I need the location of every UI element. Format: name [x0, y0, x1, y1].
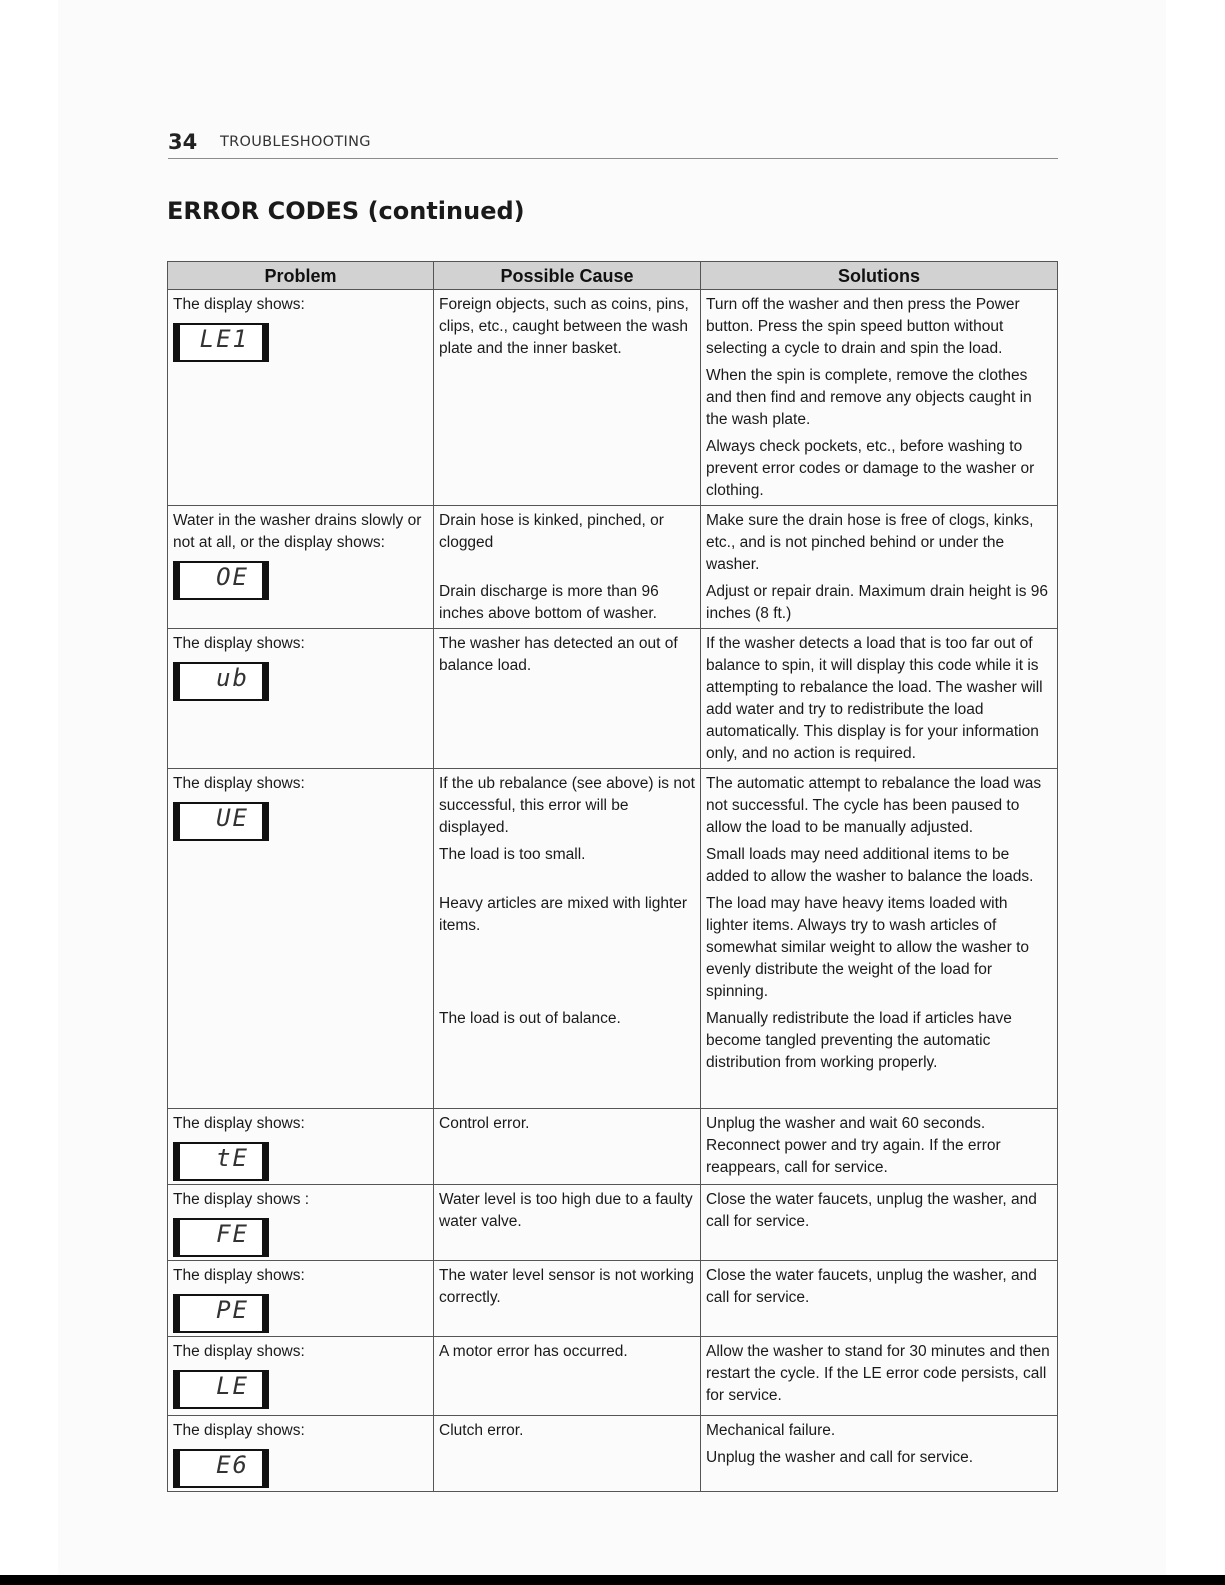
problem-cell	[168, 629, 434, 769]
problem-text: The display shows:	[173, 1343, 305, 1360]
problem-cell	[168, 1109, 434, 1185]
cause-cell	[434, 1337, 701, 1416]
cause-cell	[434, 506, 701, 629]
solution-text: Always check pockets, etc., before washing to prevent error codes or damage to the washer or clothing.	[706, 438, 1035, 499]
solutions-cell	[701, 506, 1058, 629]
problem-text: The display shows:	[173, 1422, 305, 1439]
cause-cell	[434, 1261, 701, 1337]
solutions-cell	[701, 290, 1058, 506]
problem-cell	[168, 1261, 434, 1337]
table-row	[168, 290, 1058, 506]
error-code: UE	[216, 804, 249, 832]
error-code: ub	[216, 664, 249, 692]
table-row	[168, 769, 1058, 1109]
error-code: tE	[216, 1144, 249, 1172]
error-code: E6	[216, 1451, 249, 1479]
section-label: TROUBLESHOOTING	[220, 134, 371, 150]
page-number: 34	[168, 130, 198, 154]
solution-text: Adjust or repair drain. Maximum drain height is 96 inches (8 ft.)	[706, 583, 1049, 622]
lcd-display	[173, 1370, 269, 1409]
solution-text: Mechanical failure.	[706, 1422, 836, 1439]
error-codes-table	[167, 261, 1058, 1492]
cause-cell	[434, 769, 701, 1109]
lcd-display	[173, 662, 269, 701]
error-code: FE	[216, 1220, 249, 1248]
solution-text: The load may have heavy items loaded with lighter items. Always try to wash articles of somewhat similar weight to allow the washer to evenly distribute the weight of the load for spinning.	[706, 895, 1030, 1000]
lcd-display	[173, 323, 269, 362]
table-header-row	[168, 262, 1058, 290]
cause-text: Drain hose is kinked, pinched, or clogged	[439, 512, 664, 551]
solutions-cell	[701, 1185, 1058, 1261]
cause-cell	[434, 629, 701, 769]
table-row	[168, 629, 1058, 769]
problem-cell	[168, 1416, 434, 1492]
solution-text: Make sure the drain hose is free of clogs, kinks, etc., and is not pinched behind or under the washer.	[706, 512, 1034, 573]
problem-text: The display shows:	[173, 1115, 305, 1132]
lcd-display	[173, 1449, 269, 1488]
solution-text: Close the water faucets, unplug the washer, and call for service.	[706, 1267, 1037, 1306]
cause-text: If the ub rebalance (see above) is not successful, this error will be displayed.	[439, 775, 695, 836]
cause-text: Clutch error.	[439, 1422, 524, 1439]
problem-text: The display shows :	[173, 1191, 310, 1208]
lcd-display	[173, 802, 269, 841]
solutions-cell	[701, 1261, 1058, 1337]
problem-cell	[168, 290, 434, 506]
problem-text: The display shows:	[173, 1267, 305, 1284]
page-header	[168, 126, 1058, 159]
cause-text: The load is out of balance.	[439, 1010, 621, 1027]
cause-text: Water level is too high due to a faulty water valve.	[439, 1191, 693, 1230]
error-code: LE1	[199, 325, 249, 353]
cause-text: Drain discharge is more than 96 inches above bottom of washer.	[439, 583, 659, 622]
table-row	[168, 506, 1058, 629]
solutions-cell	[701, 629, 1058, 769]
problem-text: The display shows:	[173, 775, 305, 792]
cause-text: Foreign objects, such as coins, pins, clips, etc., caught between the wash plate and the inner basket.	[439, 296, 689, 357]
cause-cell	[434, 1185, 701, 1261]
cause-text: Control error.	[439, 1115, 530, 1132]
solution-text: The automatic attempt to rebalance the load was not successful. The cycle has been paused to allow the load to be manually adjusted.	[706, 775, 1042, 836]
cause-cell	[434, 290, 701, 506]
page-title: ERROR CODES (continued)	[167, 197, 525, 225]
error-code: OE	[216, 563, 249, 591]
cause-cell	[434, 1109, 701, 1185]
cause-text: Heavy articles are mixed with lighter items.	[439, 895, 688, 934]
column-header-solutions: Solutions	[701, 262, 1058, 290]
column-header-cause: Possible Cause	[434, 262, 701, 290]
solutions-cell	[701, 1337, 1058, 1416]
solution-text: Unplug the washer and wait 60 seconds. Reconnect power and try again. If the error reappears, call for service.	[706, 1115, 1001, 1176]
error-code: LE	[216, 1372, 249, 1400]
table-row	[168, 1261, 1058, 1337]
problem-cell	[168, 1337, 434, 1416]
problem-text: Water in the washer drains slowly or not at all, or the display shows:	[173, 512, 422, 551]
cause-cell	[434, 1416, 701, 1492]
cause-text: The load is too small.	[439, 846, 586, 863]
cause-text: The washer has detected an out of balance load.	[439, 635, 678, 674]
problem-text: The display shows:	[173, 635, 305, 652]
cause-text: A motor error has occurred.	[439, 1343, 628, 1360]
column-header-problem: Problem	[168, 262, 434, 290]
solution-text: When the spin is complete, remove the clothes and then find and remove any objects caught in the wash plate.	[706, 367, 1032, 428]
table-row	[168, 1416, 1058, 1492]
error-code: PE	[216, 1296, 249, 1324]
table-row	[168, 1185, 1058, 1261]
lcd-display	[173, 1218, 269, 1257]
solution-text: Turn off the washer and then press the Power button. Press the spin speed button without selecting a cycle to drain and spin the load.	[706, 296, 1020, 357]
bottom-border	[0, 1575, 1225, 1585]
problem-cell	[168, 769, 434, 1109]
solution-text: Allow the washer to stand for 30 minutes and then restart the cycle. If the LE error code persists, call for service.	[706, 1343, 1050, 1404]
problem-text: The display shows:	[173, 296, 305, 313]
problem-cell	[168, 506, 434, 629]
table-row	[168, 1337, 1058, 1416]
solution-text: Unplug the washer and call for service.	[706, 1449, 974, 1466]
cause-text: The water level sensor is not working correctly.	[439, 1267, 695, 1306]
solutions-cell	[701, 1416, 1058, 1492]
table-row	[168, 1109, 1058, 1185]
lcd-display	[173, 1294, 269, 1333]
lcd-display	[173, 1142, 269, 1181]
solutions-cell	[701, 1109, 1058, 1185]
solution-text: Manually redistribute the load if articles have become tangled preventing the automatic distribution from working properly.	[706, 1010, 1012, 1071]
lcd-display	[173, 561, 269, 600]
solution-text: Close the water faucets, unplug the washer, and call for service.	[706, 1191, 1037, 1230]
solution-text: If the washer detects a load that is too far out of balance to spin, it will display this code while it is attempting to rebalance the load. The washer will add water and try to redistribute the load automatically. This display is for your information only, and no action is required.	[706, 635, 1043, 762]
solutions-cell	[701, 769, 1058, 1109]
solution-text: Small loads may need additional items to be added to allow the washer to balance the loads.	[706, 846, 1034, 885]
problem-cell	[168, 1185, 434, 1261]
